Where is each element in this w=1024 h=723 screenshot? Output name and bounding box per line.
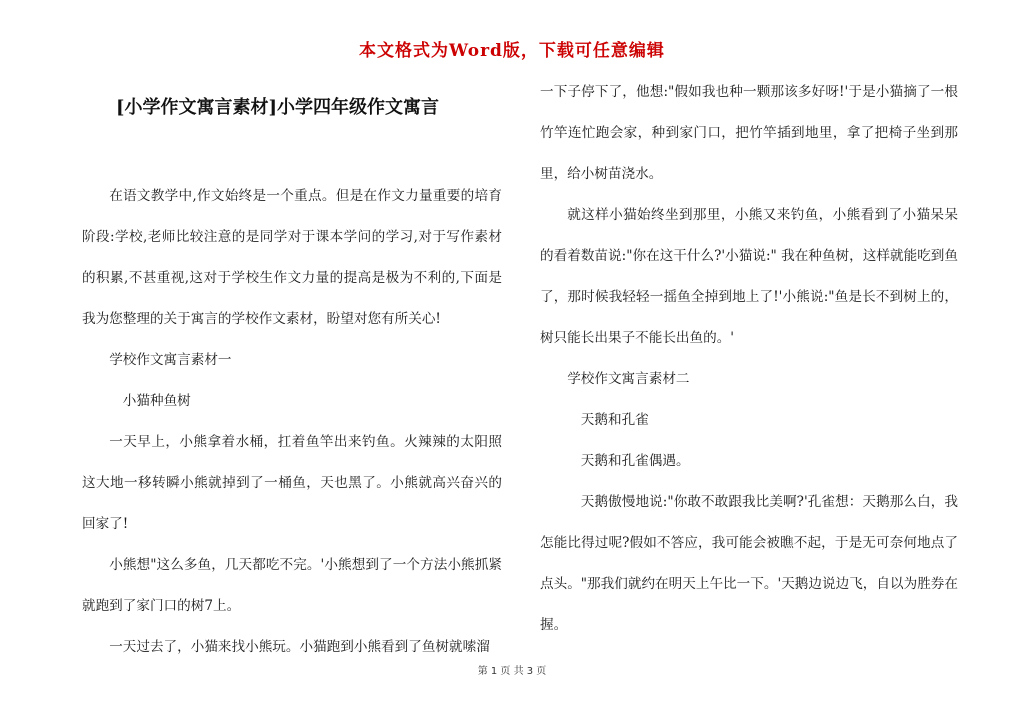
left-column: [82, 176, 502, 656]
story1-paragraph-4: 就这样小猫始终坐到那里，小熊又来钓鱼，小熊看到了小猫呆呆的看着数苗说:"你在这干什么?'小猫说:" 我在种鱼树，这样就能吃到鱼了，那时候我轻轻一摇鱼全掉到地上了!'小熊说:"鱼是长不到树上的，树只能长出果子不能长出鱼的。': [540, 207, 958, 346]
story1-paragraph-3: 一天过去了，小猫来找小熊玩。小猫跑到小熊看到了鱼树就嗦溜: [109, 639, 490, 655]
story1-paragraph-2: 小熊想"这么多鱼，几天都吃不完。'小熊想到了一个方法小熊抓紧就跑到了家门口的树7上。: [82, 557, 502, 614]
story1-paragraph-3-cont: 一下子停下了，他想:"假如我也种一颗那该多好呀!'于是小猫摘了一根竹竿连忙跑会家，种到家门口，把竹竿插到地里，拿了把椅子坐到那里，给小树苗浇水。: [540, 84, 958, 182]
story2-paragraph-2: 天鹅傲慢地说:"你敢不敢跟我比美啊?'孔雀想：天鹅那么白，我怎能比得过呢?假如不答应，我可能会被瞧不起，于是无可奈何地点了点头。"那我们就约在明天上午比一下。'天鹅边说边飞，自以为胜券在握。: [540, 494, 958, 633]
right-column: [540, 72, 958, 652]
section-heading-1: 学校作文寓言素材一: [109, 352, 232, 368]
page-number: 第 1 页 共 3 页: [477, 666, 547, 677]
story-title-1: 小猫种鱼树: [122, 393, 191, 409]
story-title-2: 天鹅和孔雀: [580, 412, 649, 428]
story1-paragraph-1: 一天早上，小熊拿着水桶，扛着鱼竿出来钓鱼。火辣辣的太阳照这大地一移转瞬小熊就掉到了一桶鱼，天也黑了。小熊就高兴奋兴的回家了!: [82, 434, 502, 532]
edit-banner: 本文格式为Word版，下载可任意编辑: [359, 41, 665, 61]
document-title: [小学作文寓言素材]小学四年级作文寓言: [116, 97, 440, 118]
intro-paragraph: 在语文教学中,作文始终是一个重点。但是在作文力量重要的培育阶段:学校,老师比较注意的是同学对于课本学问的学习,对于写作素材的积累,不甚重视,这对于学校生作文力量的提高是极为不利的,下面是我为您整理的关于寓言的学校作文素材，盼望对您有所关心!: [82, 188, 502, 327]
section-heading-2: 学校作文寓言素材二: [567, 371, 690, 387]
story2-paragraph-1: 天鹅和孔雀偶遇。: [580, 453, 690, 469]
